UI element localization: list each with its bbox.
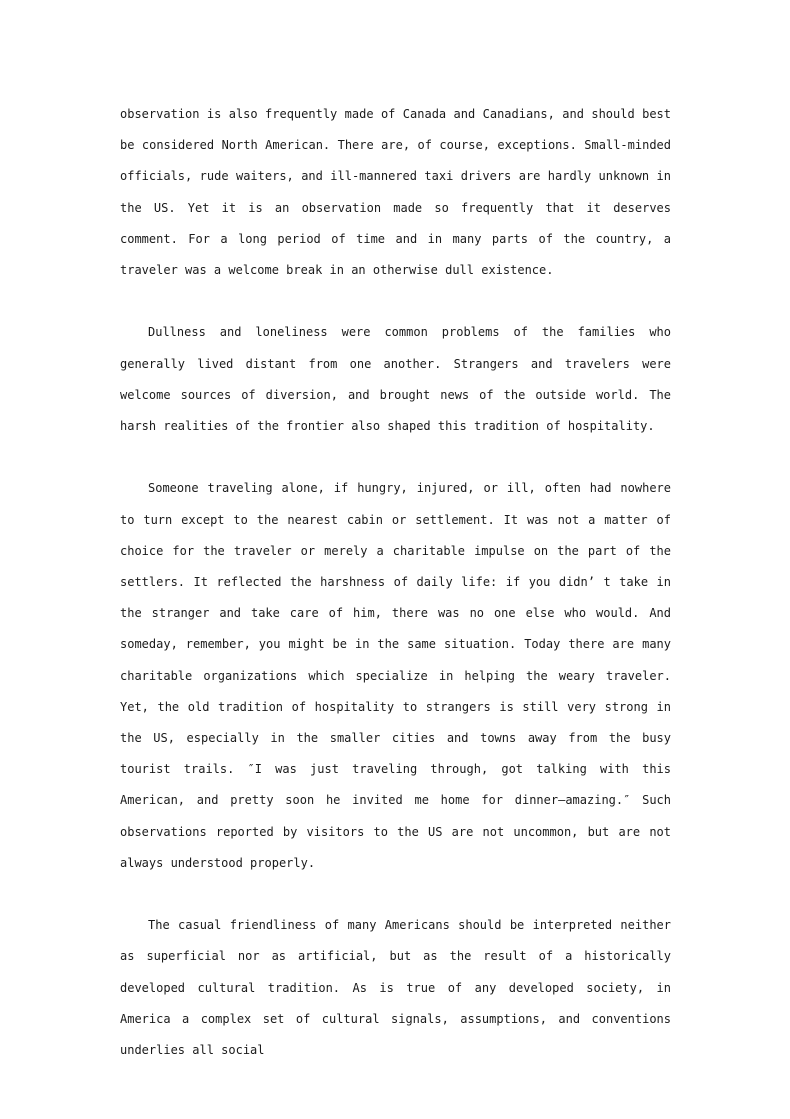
body-text: [120, 99, 671, 1097]
paragraph-2: Dullness and loneliness were common problems of the families who generally lived distant from one another. Strangers and travelers were welcome sources of diversion, and brought news of the outside world. The harsh realities of the frontier also shaped this tradition of hospitality.: [120, 325, 671, 434]
paragraph-4: The casual friendliness of many Americans should be interpreted neither as superficial nor as artificial, but as the result of a historically developed cultural tradition. As is true of any developed society, in America a complex set of cultural signals, assumptions, and conventions underlies all social: [120, 918, 671, 1058]
paragraph-1: observation is also frequently made of Canada and Canadians, and should best be considered North American. There are, of course, exceptions. Small-minded officials, rude waiters, and ill-mannered taxi drivers are hardly unknown in the US. Yet it is an observation made so frequently that it deserves comment. For a long period of time and in many parts of the country, a traveler was a welcome break in an otherwise dull existence.: [120, 107, 671, 278]
paragraph-3: Someone traveling alone, if hungry, injured, or ill, often had nowhere to turn except to the nearest cabin or settlement. It was not a matter of choice for the traveler or merely a charitable impulse on the part of the settlers. It reflected the harshness of daily life: if you didn’ t take in the stranger and take care of him, there was no one else who would. And someday, remember, you might be in the same situation. Today there are many charitable organizations which specialize in helping the weary traveler. Yet, the old tradition of hospitality to strangers is still very strong in the US, especially in the smaller cities and towns away from the busy tourist trails. ″I was just traveling through, got talking with this American, and pretty soon he invited me home for dinner—amazing.″ Such observations reported by visitors to the US are not uncommon, but are not always understood properly.: [120, 481, 671, 870]
